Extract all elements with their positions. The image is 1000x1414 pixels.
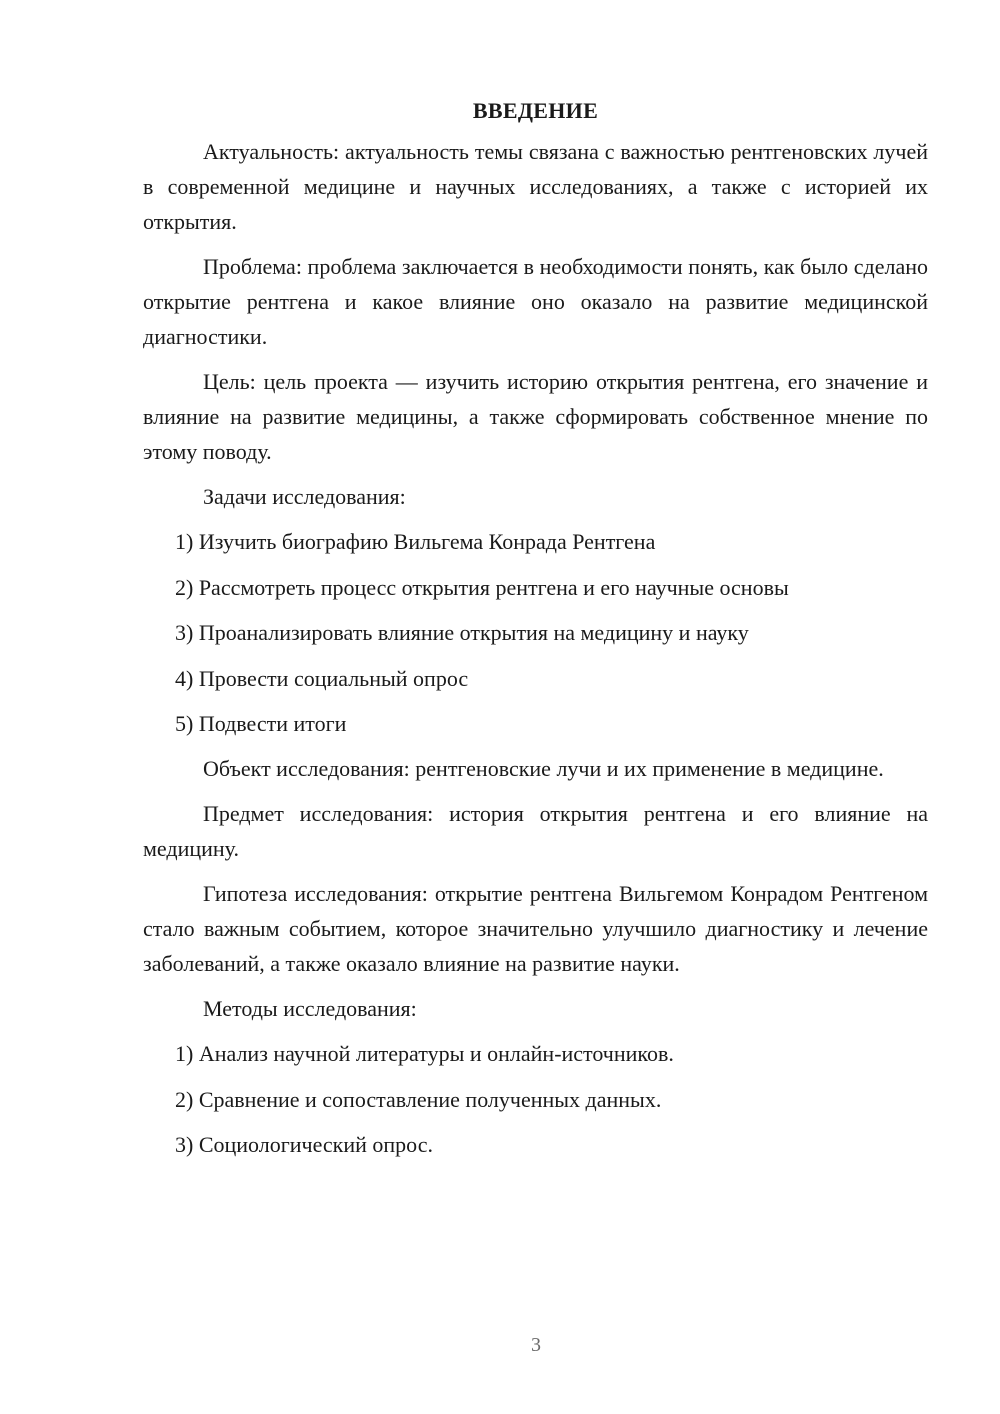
paragraph-subject: Предмет исследования: история открытия рентгена и его влияние на медицину. [143, 801, 928, 861]
tasks-title: Задачи исследования: [203, 484, 406, 509]
list-item: 2) Сравнение и сопоставление полученных данных. [175, 1086, 662, 1112]
paragraph-hypothesis: Гипотеза исследования: открытие рентгена Вильгемом Конрадом Рентгеном стало важным событием, которое значительно улучшило диагностику и лечение заболеваний, а также оказало влияние на развитие науки. [143, 881, 928, 976]
tasks-list [143, 524, 928, 741]
list-item: 1) Изучить биографию Вильгема Конрада Рентгена [175, 529, 656, 554]
list-item: 3) Проанализировать влияние открытия на медицину и науку [175, 620, 749, 645]
methods-list [143, 1036, 928, 1162]
section-heading: ВВЕДЕНИЕ [472, 98, 599, 123]
methods-title: Методы исследования: [203, 996, 417, 1021]
list-item: 2) Рассмотреть процесс открытия рентгена и его научные основы [175, 574, 789, 600]
paragraph-relevance: Актуальность: актуальность темы связана с важностью рентгеновских лучей в современной медицине и научных исследованиях, а также с историей их открытия. [143, 139, 928, 234]
list-item: 3) Социологический опрос. [175, 1132, 433, 1157]
list-item: 5) Подвести итоги [175, 711, 347, 736]
list-item: 4) Провести социальный опрос [175, 665, 469, 691]
paragraph-object: Объект исследования: рентгеновские лучи и их применение в медицине. [203, 756, 884, 781]
paragraph-problem: Проблема: проблема заключается в необходимости понять, как было сделано открытие рентгена и какое влияние оно оказало на развитие медицинской диагностики. [143, 254, 928, 349]
page-content [143, 96, 928, 1172]
page-number: 3 [531, 1334, 541, 1356]
list-item: 1) Анализ научной литературы и онлайн-источников. [175, 1041, 674, 1066]
paragraph-goal: Цель: цель проекта — изучить историю открытия рентгена, его значение и влияние на развитие медицины, а также сформировать собственное мнение по этому поводу. [143, 369, 928, 464]
